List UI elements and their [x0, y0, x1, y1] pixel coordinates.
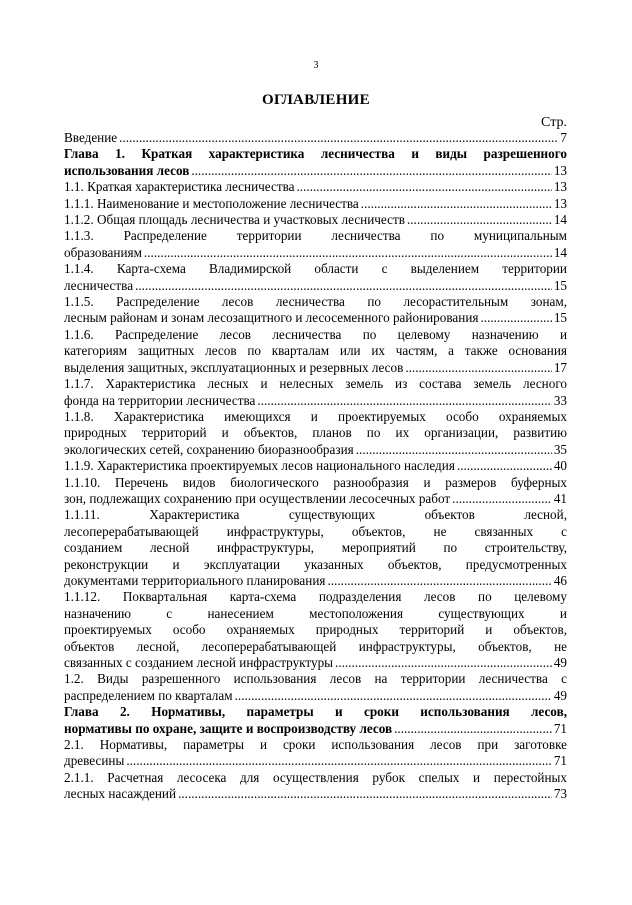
dot-leader: [394, 721, 552, 737]
toc-entry-line: категориям защитных лесов по кварталам или их частям, а также основания: [64, 343, 567, 359]
toc-entry-line: 1.1.10. Перечень видов биологического разнообразия и размеров буферных: [64, 474, 567, 490]
toc-entry[interactable]: [64, 261, 567, 294]
toc-entry-last-line: [64, 721, 567, 737]
toc-entry-page: 14: [553, 212, 567, 228]
dot-leader: [405, 360, 552, 376]
toc-entry-line: Глава 1. Краткая характеристика лесничества и виды разрешенного: [64, 146, 567, 162]
toc-entry[interactable]: [64, 228, 567, 261]
toc-entry-last-line: [64, 753, 567, 769]
toc-entry[interactable]: [64, 212, 567, 228]
toc-entry-page: 17: [553, 359, 567, 375]
toc-entry-text: 1.1.1. Наименование и местоположение лесничества: [64, 195, 359, 211]
toc-entry-page: 13: [553, 179, 567, 195]
dot-leader: [356, 442, 552, 458]
toc-entry-line: 1.1.3. Распределение территории лесничества по муниципальным: [64, 228, 567, 244]
toc-entry-page: 46: [553, 572, 567, 588]
toc-entry-line: 1.1.11. Характеристика существующих объектов лесной,: [64, 507, 567, 523]
toc-entry-text: использования лесов: [64, 162, 190, 178]
toc-entry-line: 1.1.4. Карта-схема Владимирской области с выделением территории: [64, 261, 567, 277]
toc-entry-text: связанных с созданием лесной инфраструктуры: [64, 655, 334, 670]
toc-entry-line: 1.1.6. Распределение лесов лесничества по целевому назначению и: [64, 326, 567, 342]
toc-entry-page: 15: [553, 277, 567, 293]
toc-entry-page: 40: [553, 458, 567, 474]
toc-entry[interactable]: [64, 770, 567, 803]
dot-leader: [257, 393, 551, 409]
toc-entry-page: 71: [553, 753, 567, 769]
dot-leader: [126, 753, 551, 769]
toc-entry-text: 1.1.2. Общая площадь лесничества и участковых лесничеств: [64, 212, 405, 228]
toc-entry-last-line: [64, 655, 567, 671]
toc-entry-page: 49: [553, 687, 567, 703]
toc-entry-line: природных территорий и объектов, планов по их организации, развитию: [64, 425, 567, 441]
toc-entry-text: экологических сетей, сохранению биоразнообразия: [64, 441, 354, 457]
toc-entry-page: 49: [553, 655, 567, 670]
toc-entry-text: нормативы по охране, защите и воспроизводству лесов: [64, 720, 393, 736]
toc-entry-last-line: [64, 196, 567, 212]
toc-entry-last-line: [64, 458, 567, 474]
toc-entry-last-line: [64, 179, 567, 195]
toc-entry-text: лесничества: [64, 277, 134, 293]
toc-entry-text: древесины: [64, 753, 125, 769]
toc-entry-text: 1.1.9. Характеристика проектируемых лесов национального наследия: [64, 458, 455, 474]
toc-entry[interactable]: [64, 671, 567, 704]
toc-entry-page: 7: [560, 130, 567, 145]
toc-entry-line: 1.1.8. Характеристика имеющихся и проектируемых особо охраняемых: [64, 408, 567, 424]
toc-entry-text: фонда на территории лесничества: [64, 392, 256, 408]
toc-entry-last-line: [64, 278, 567, 294]
toc-entry-line: Глава 2. Нормативы, параметры и сроки использования лесов,: [64, 704, 567, 720]
toc-entry-text: образованиям: [64, 244, 142, 260]
toc-entry-line: 1.2. Виды разрешенного использования лесов на территории лесничества с: [64, 671, 567, 687]
toc-entry-text: выделения защитных, эксплуатационных и резервных лесов: [64, 359, 404, 375]
toc-entry-last-line: [64, 786, 567, 802]
dot-leader: [335, 655, 552, 671]
toc-entry-line: 1.1.5. Распределение лесов лесничества по лесорастительным зонам,: [64, 294, 567, 310]
toc-entry-line: лесоперерабатывающей инфраструктуры, объектов, не связанных с: [64, 523, 567, 539]
dot-leader: [297, 179, 552, 195]
toc-entry-text: лесных насаждений: [64, 786, 177, 802]
dot-leader: [327, 573, 551, 589]
toc-entry-last-line: [64, 491, 567, 507]
toc-entry[interactable]: [64, 130, 567, 146]
toc-entry[interactable]: [64, 196, 567, 212]
toc-title: ОГЛАВЛЕНИЕ: [262, 92, 370, 108]
toc-entry-last-line: [64, 442, 567, 458]
table-of-contents: [64, 130, 567, 803]
page-number: 3: [313, 60, 319, 71]
toc-entry-last-line: [64, 393, 567, 409]
toc-entry-page: 35: [553, 441, 567, 457]
toc-entry-text: зон, подлежащих сохранению при осуществлении лесосечных работ: [64, 490, 451, 506]
toc-entry-last-line: [64, 245, 567, 261]
toc-entry-page: 15: [553, 310, 567, 326]
toc-entry-line: проектируемых особо охраняемых природных территорий и объектов,: [64, 622, 567, 638]
toc-entry-last-line: [64, 360, 567, 376]
toc-entry-line: 1.1.12. Поквартальная карта-схема подразделения лесов по целевому: [64, 589, 567, 605]
toc-entry[interactable]: [64, 475, 567, 508]
toc-entry[interactable]: [64, 409, 567, 458]
dot-leader: [191, 163, 551, 179]
toc-entry-line: созданием лесной инфраструктуры, мероприятий по строительству,: [64, 540, 567, 556]
toc-entry-line: 2.1. Нормативы, параметры и сроки использования лесов при заготовке: [64, 737, 567, 753]
toc-entry-text: 1.1. Краткая характеристика лесничества: [64, 179, 295, 195]
toc-entry-text: документами территориального планирования: [64, 572, 326, 588]
toc-entry-page: 73: [553, 786, 567, 802]
toc-entry-text: Введение: [64, 130, 118, 145]
toc-entry-page: 71: [553, 720, 567, 736]
toc-entry-text: распределением по кварталам: [64, 687, 233, 703]
toc-entry-page: 33: [553, 392, 567, 408]
toc-entry-page: 13: [553, 162, 567, 178]
toc-entry[interactable]: [64, 737, 567, 770]
toc-entry-last-line: [64, 130, 567, 146]
toc-entry[interactable]: [64, 376, 567, 409]
toc-entry-line: 2.1.1. Расчетная лесосека для осуществления рубок спелых и перестойных: [64, 769, 567, 785]
toc-entry-page: 13: [553, 195, 567, 211]
toc-entry[interactable]: [64, 704, 567, 737]
dot-leader: [144, 245, 552, 261]
dot-leader: [480, 310, 551, 326]
toc-entry[interactable]: [64, 179, 567, 195]
toc-entry-last-line: [64, 573, 567, 589]
toc-entry-line: объектов лесной, лесоперерабатывающей инфраструктуры, объектов, не: [64, 638, 567, 654]
toc-entry[interactable]: [64, 327, 567, 376]
toc-entry[interactable]: [64, 146, 567, 179]
toc-entry-page: 14: [553, 244, 567, 260]
page-column-header: Стр.: [541, 115, 567, 130]
toc-entry-last-line: [64, 310, 567, 326]
dot-leader: [452, 491, 552, 507]
toc-entry-last-line: [64, 688, 567, 704]
dot-leader: [457, 458, 552, 474]
toc-entry[interactable]: [64, 589, 567, 671]
dot-leader: [178, 786, 552, 802]
toc-entry-last-line: [64, 163, 567, 179]
dot-leader: [407, 212, 552, 228]
toc-entry-text: лесным районам и зонам лесозащитного и лесосеменного районирования: [64, 310, 479, 326]
toc-entry-line: назначению с нанесением местоположения существующих и: [64, 605, 567, 621]
dot-leader: [135, 278, 552, 294]
toc-entry-last-line: [64, 212, 567, 228]
dot-leader: [119, 130, 558, 146]
toc-entry-page: 41: [553, 490, 567, 506]
toc-entry[interactable]: [64, 507, 567, 589]
toc-entry-line: реконструкции и эксплуатации указанных объектов, предусмотренных: [64, 556, 567, 572]
toc-entry[interactable]: [64, 294, 567, 327]
toc-entry-line: 1.1.7. Характеристика лесных и нелесных земель из состава земель лесного: [64, 376, 567, 392]
dot-leader: [235, 688, 552, 704]
toc-entry[interactable]: [64, 458, 567, 474]
dot-leader: [361, 196, 552, 212]
